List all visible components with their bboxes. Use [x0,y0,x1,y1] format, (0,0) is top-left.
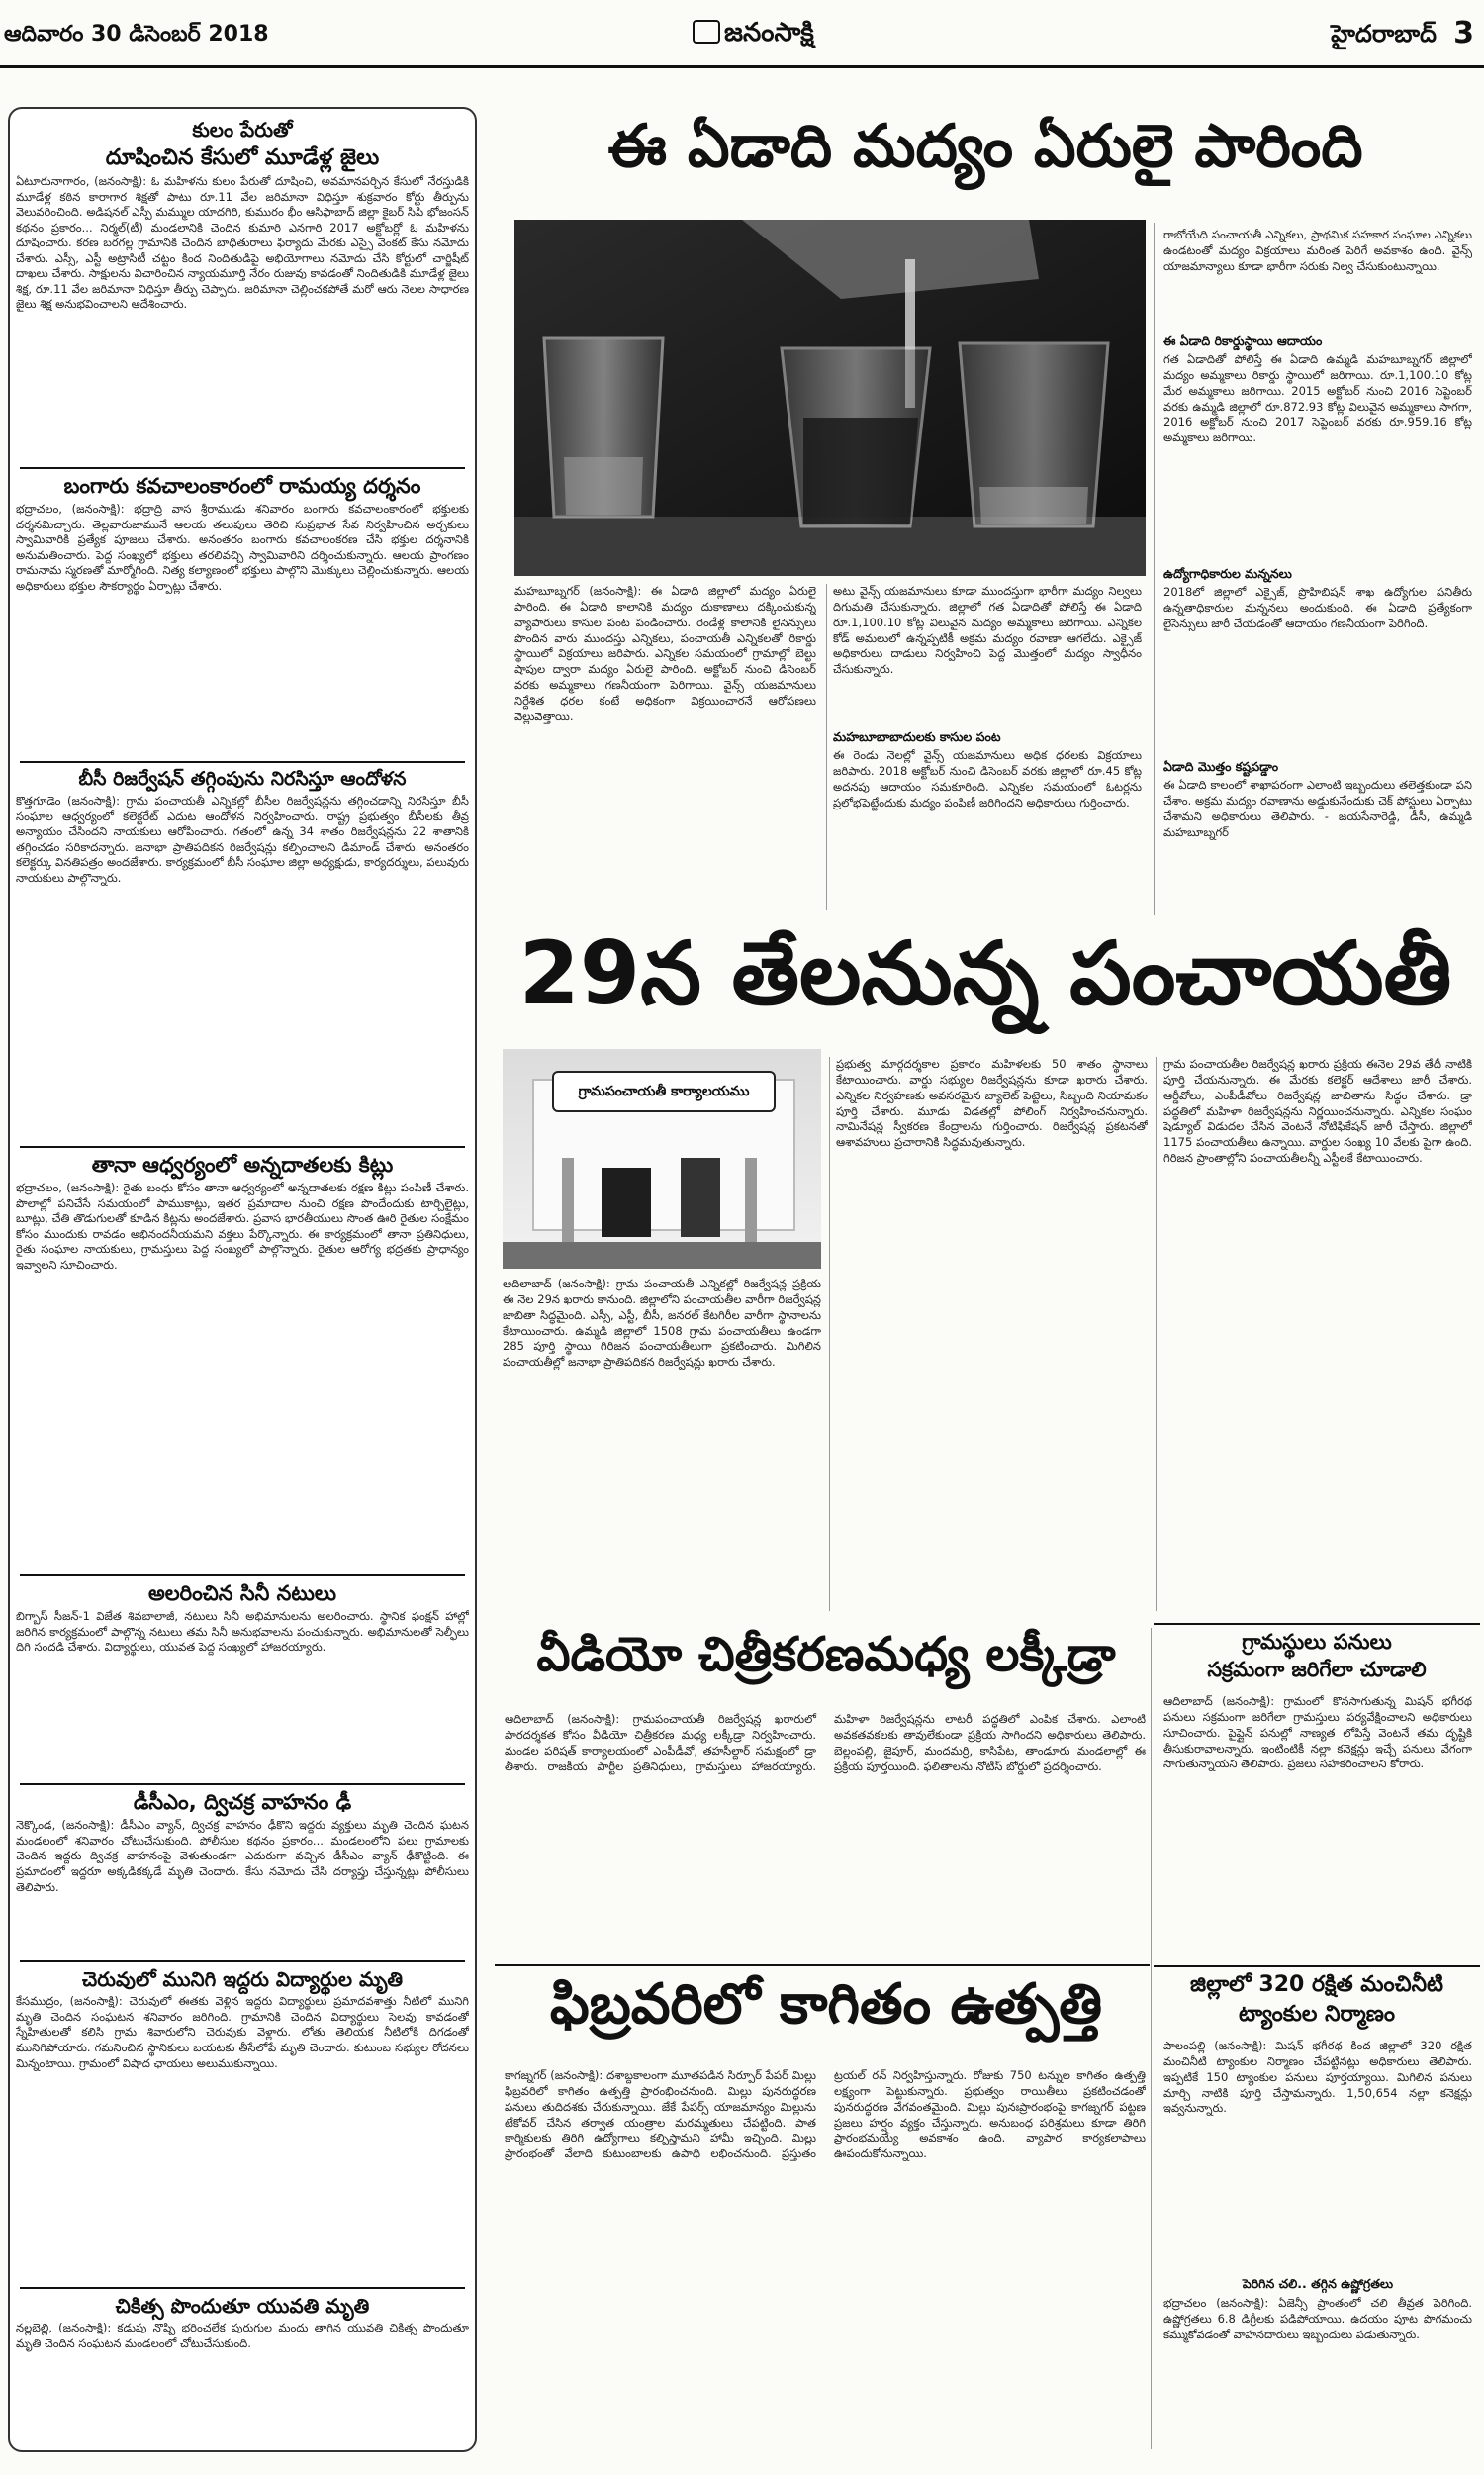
office-sign-board: గ్రామపంచాయతీ కార్యాలయము [552,1071,776,1112]
s2-body: భద్రాచలం, (జనంసాక్షి): భద్రాద్రి వాస శ్రీరాముడు శనివారం బంగారు కవచాలంకారంలో భక్తులకు దర్శనమిచ్చారు. తెల్లవారుజామునే ఆలయ తలుపులు తెరిచి సుప్రభాత సేవ నిర్వహించిన అర్చకులు స్వామివారికి ప్రత్యేక పూజలు చేశారు. అనంతరం బంగారు కవచాలంకరణ చేసి భక్తుల దర్శనానికి అనుమతించారు. పెద్ద సంఖ్యలో భక్తులు తరలివచ్చి స్వామివారిని దర్శించుకున్నారు. ఆలయ ప్రాంగణం రామనామ స్మరణతో మార్మోగింది. నిత్య కల్యాణంలో భక్తులు పాల్గొని మొక్కులు చెల్లించుకున్నారు. ఆలయ అధికారులు భక్తుల సౌకర్యార్థం ఏర్పాట్లు చేశారు. [16,502,469,593]
liquor-subhead-record: ఈ ఏడాది రికార్డుస్థాయి ఆదాయం [1163,333,1323,348]
column-rule [829,1057,830,1611]
tanks-body: పాలంపల్లి (జనంసాక్షి): మిషన్ భగీరథ కింద జిల్లాలో 320 రక్షిత మంచినీటి ట్యాంకుల నిర్మాణం చేపట్టినట్లు అధికారులు తెలిపారు. ఇప్పటికే 150 ట్యాంకుల పనులు పూర్తయ్యాయి. మిగిలిన పనులు మార్చి నాటికి పూర్తి చేస్తామన్నారు. 1,50,654 నల్లా కనెక్షన్లు ఇవ్వనున్నారు. [1163,2039,1472,2116]
divider [20,1783,465,1785]
s4-headline: తానా ఆధ్వర్యంలో అన్నదాతలకు కిట్లు [91,1153,394,1178]
panchayat-headline: 29న తేలనున్న పంచాయతీ [518,922,1452,1024]
s1-headline: దూషించిన కేసులో మూడేళ్ల జైలు [105,145,380,170]
edition-city: హైదరాబాద్ [1331,20,1437,48]
village-body: ఆదిలాబాద్ (జనంసాక్షి): గ్రామంలో కొనసాగుతున్న మిషన్ భగీరథ పనులు సక్రమంగా జరిగేలా గ్రామస్తులు పర్యవేక్షించాలని అధికారులు సూచించారు. పైప్లైన్ పనుల్లో నాణ్యత లోపిస్తే వెంటనే తమ దృష్టికి తీసుకురావాలన్నారు. ఇంటింటికీ నల్లా కనెక్షన్లు ఇచ్చే పనులు వేగంగా సాగుతున్నాయని తెలిపారు. ప్రజలు సహకరించాలని కోరారు. [1163,1694,1472,1771]
lucky-draw-headline: వీడియో చిత్రీకరణమధ్య లక్కీడ్రా [536,1627,1116,1682]
divider [20,467,465,469]
liquor-subhead-profits: మహబూబాబాదులకు కాసుల పంట [833,729,1001,744]
liquor-headline: ఈ ఏడాది మద్యం ఏరులై పారింది [607,112,1363,181]
logo-text: జనంసాక్షి [724,18,814,48]
cold-wave-body: భద్రాచలం (జనంసాక్షి): ఏజెన్సీ ప్రాంతంలో చలి తీవ్రత పెరిగింది. ఉష్ణోగ్రతలు 6.8 డిగ్రీలకు పడిపోయాయి. ఉదయం పూట పొగమంచు కమ్ముకోవడంతో వాహనదారులు ఇబ్బందులు పడుతున్నారు. [1163,2296,1472,2341]
page-number: 3 [1453,16,1474,50]
liquor-body-col2: అటు వైన్స్ యజమానులు కూడా ముందస్తుగా భారీగా మద్యం నిల్వలు దిగుమతి చేసుకున్నారు. జిల్లాలో గత ఏడాదితో పోలిస్తే ఈ ఏడాది రూ.1,100.10 కోట్ల విలువైన మద్యం అమ్మకాలు జరిగాయి. ఎన్నికల కోడ్ అమలులో ఉన్నప్పటికీ అక్రమ మద్యం రవాణా ఆగలేదు. ఎక్సైజ్ అధికారులు దాడులు నిర్వహించి పెద్ద మొత్తంలో మద్యం స్వాధీనం చేసుకున్నారు. [833,584,1142,677]
s8-body: నల్లబెల్లి, (జనంసాక్షి): కడుపు నొప్పి భరించలేక పురుగుల మందు తాగిన యువతి చికిత్స పొందుతూ మృతి చెందిన సంఘటన మండలంలో చోటుచేసుకుంది. [16,2321,469,2350]
page-header [0,0,1484,85]
divider [20,761,465,763]
divider [20,1960,465,1962]
divider [495,1964,1150,1966]
village-headline-line2: సక్రమంగా జరిగేలా చూడాలి [1207,1658,1427,1681]
divider [1154,1623,1480,1625]
liquor-subhead-officials: ఉద్యోగాధికారుల మన్ననలు [1163,566,1292,581]
header-rule [0,65,1484,68]
panchayat-office-photo [503,1049,821,1269]
left-news-column [8,107,477,2452]
s2-headline: బంగారు కవచాలంకారంలో రామయ్య దర్శనం [63,474,421,499]
liquor-subhead-effort: ఏడాది మొత్తం కష్టపడ్డాం [1163,759,1279,774]
divider [20,2287,465,2289]
s5-headline: అలరించిన సినీ నటులు [147,1581,337,1606]
cold-wave-subhead: పెరిగిన చలి.. తగ్గిన ఉష్ణోగ్రతలు [1242,2276,1394,2291]
column-rule [1154,223,1155,915]
liquor-body-col2b: ఈ రెండు నెలల్లో వైన్స్ యజమానులు అధిక ధరలకు విక్రయాలు జరిపారు. 2018 అక్టోబర్ నుంచి డిసెంబర్ వరకు జిల్లాలో రూ.45 కోట్ల అదనపు ఆదాయం సమకూరింది. ఎన్నికల సమయంలో ఓటర్లను ప్రలోభపెట్టేందుకు మద్యం పంపిణీ జరిగిందని అధికారులు గుర్తించారు. [833,748,1142,809]
paper-body: కాగజ్నగర్ (జనంసాక్షి): దశాబ్దకాలంగా మూతపడిన సిర్పూర్ పేపర్ మిల్లు ఫిబ్రవరిలో కాగితం ఉత్పత్తి ప్రారంభించనుంది. మిల్లు పునరుద్ధరణ పనులు తుదిదశకు చేరుకున్నాయి. జేకే పేపర్స్ యాజమాన్యం మిల్లును టేకోవర్ చేసిన తర్వాత యంత్రాల మరమ్మతులు చేపట్టింది. పాత కార్మికులకు తిరిగి ఉద్యోగాలు కల్పిస్తామని హామీ ఇచ్చింది. మిల్లు ప్రారంభంతో వేలాది కుటుంబాలకు ఉపాధి లభించనుంది. ప్రస్తుతం ట్రయల్ రన్ నిర్వహిస్తున్నారు. రోజుకు 750 టన్నుల కాగితం ఉత్పత్తి లక్ష్యంగా పెట్టుకున్నారు. ప్రభుత్వం రాయితీలు ప్రకటించడంతో పునరుద్ధరణ వేగవంతమైంది. మిల్లు పునఃప్రారంభంపై కాగజ్నగర్ పట్టణ ప్రజలు హర్షం వ్యక్తం చేస్తున్నారు. అనుబంధ పరిశ్రమలు కూడా తిరిగి ప్రారంభమయ్యే అవకాశం ఉంది. వ్యాపార కార్యకలాపాలు ఊపందుకోనున్నాయి. [505,2068,1146,2161]
logo-mark-icon [693,20,720,44]
column-rule [1151,1628,1152,2449]
panchayat-body-col3: గ్రామ పంచాయతీల రిజర్వేషన్ల ఖరారు ప్రక్రియ ఈనెల 29వ తేదీ నాటికి పూర్తి చేయనున్నారు. ఈ మేరకు కలెక్టర్ ఆదేశాలు జారీ చేశారు. ఆర్డీవోలు, ఎంపీడీవోలు రిజర్వేషన్ల జాబితాను సిద్ధం చేశారు. డ్రా పద్ధతిలో మహిళా రిజర్వేషన్లను నిర్ణయించనున్నారు. ఎన్నికల సంఘం షెడ్యూల్ విడుదల చేసిన వెంటనే నోటిఫికేషన్ జారీ చేస్తారు. జిల్లాలో 1175 పంచాయతీలు ఉన్నాయి. వార్డుల సంఖ్య 10 వేలకు పైగా ఉంది. గిరిజన ప్రాంతాల్లోని పంచాయతీలన్నీ ఎస్టీలకే కేటాయించారు. [1163,1057,1472,1166]
s3-headline: బీసీ రిజర్వేషన్ తగ్గింపును నిరసిస్తూ ఆందోళన [78,768,407,791]
panchayat-body-col2: ప్రభుత్వ మార్గదర్శకాల ప్రకారం మహిళలకు 50 శాతం స్థానాలు కేటాయించారు. వార్డు సభ్యుల రిజర్వేషన్లను కూడా ఖరారు చేశారు. ఎన్నికల నిర్వహణకు అవసరమైన బ్యాలెట్ పెట్టెలు, సిబ్బంది నియామకం పూర్తి చేశారు. మూడు విడతల్లో పోలింగ్ నిర్వహించనున్నారు. నామినేషన్ల స్వీకరణ కేంద్రాలను గుర్తించారు. రిజర్వేషన్ల ప్రకటనతో ఆశావహులు ప్రచారానికి సిద్ధమవుతున్నారు. [836,1057,1148,1150]
liquor-body-col3b: గత ఏడాదితో పోలిస్తే ఈ ఏడాది ఉమ్మడి మహబూబ్నగర్ జిల్లాలో మద్యం అమ్మకాలు రికార్డు స్థాయిలో జరిగాయి. రూ.1,100.10 కోట్ల మేర అమ్మకాలు జరిగాయి. 2015 అక్టోబర్ నుంచి 2016 సెప్టెంబర్ వరకు ఉమ్మడి జిల్లాలో రూ.872.93 కోట్ల విలువైన అమ్మకాలు సాగగా, 2016 అక్టోబర్ నుంచి 2017 సెప్టెంబర్ వరకు రూ.959.16 కోట్ల అమ్మకాలు జరిగాయి. [1163,352,1472,445]
liquor-body-col1: మహబూబ్నగర్ (జనంసాక్షి): ఈ ఏడాది జిల్లాలో మద్యం ఏరులై పారింది. ఈ ఏడాది కాలానికి మద్యం దుకాణాలు దక్కించుకున్న వ్యాపారులు కాసుల పంట పండించారు. రెండేళ్ల కాలానికి లైసెన్సులు పొందిన వారు ముందస్తు ఎన్నికలు, పంచాయతీ ఎన్నికలతో రికార్డు స్థాయిలో విక్రయాలు జరిపారు. ఎన్నికల సమయంలో గ్రామాల్లో బెల్టు షాపుల ద్వారా మద్యం ఏరులై పారింది. అక్టోబర్ నుంచి డిసెంబర్ వరకు అమ్మకాలు గణనీయంగా పెరిగాయి. వైన్స్ యజమానులు నిర్దేశిత ధరల కంటే అధికంగా విక్రయించారనే ఆరోపణలు వెల్లువెత్తాయి. [514,584,816,723]
s7-body: కేసముద్రం, (జనంసాక్షి): చెరువులో ఈతకు వెళ్లిన ఇద్దరు విద్యార్థులు ప్రమాదవశాత్తు నీటిలో మునిగి మృతి చెందిన సంఘటన శనివారం జరిగింది. గ్రామానికి చెందిన విద్యార్థులు సెలవు కావడంతో స్నేహితులతో కలిసి గ్రామ శివారులోని చెరువుకు వెళ్లారు. లోతు తెలియక నీటిలోకి దిగడంతో మునిగిపోయారు. గమనించిన స్థానికులు బయటకు తీసేలోపే మృతి చెందారు. కుటుంబ సభ్యుల రోదనలు మిన్నంటాయి. గ్రామంలో విషాద ఛాయలు అలుముకున్నాయి. [16,1994,469,2070]
s1-kicker: కులం పేరుతో [192,118,293,142]
village-headline-line1: గ్రామస్థులు పనులు [1242,1630,1392,1654]
s6-headline: డీసీఎం, ద్విచక్ర వాహనం ఢీ [133,1790,352,1815]
issue-date: ఆదివారం 30 డిసెంబర్ 2018 [4,22,269,47]
liquor-body-col3c: 2018లో జిల్లాలో ఎక్సైజ్, ప్రొహిబిషన్ శాఖ ఉద్యోగుల పనితీరు ఉన్నతాధికారుల మన్ననలు అందుకుంది. ఈ ఏడాది ప్రత్యేకంగా లైసెన్సులు జారీ చేయడంతో ఆదాయం గణనీయంగా పెరిగింది. [1163,585,1472,630]
office-door [602,1168,651,1237]
office-door [681,1158,720,1237]
lucky-draw-body: ఆదిలాబాద్ (జనంసాక్షి): గ్రామపంచాయతీ రిజర్వేషన్ల ఖరారులో పారదర్శకత కోసం వీడియో చిత్రీకరణ మధ్య లక్కీడ్రా నిర్వహించారు. మండల పరిషత్ కార్యాలయంలో ఎంపీడీవో, తహసీల్దార్ సమక్షంలో డ్రా తీశారు. రాజకీయ పార్టీల ప్రతినిధులు, గ్రామస్తులు హాజరయ్యారు. మహిళా రిజర్వేషన్లను లాటరీ పద్ధతిలో ఎంపిక చేశారు. ఎలాంటి అవకతవకలకు తావులేకుండా ప్రక్రియ సాగిందని అధికారులు తెలిపారు. బెల్లంపల్లి, జైపూర్, మందమర్రి, కాసిపేట, తాండూరు మండలాల్లో ఈ ప్రక్రియ పూర్తయింది. ఫలితాలను నోటీస్ బోర్డులో ప్రదర్శించారు. [505,1712,1146,1773]
s6-body: నెక్కొండ, (జనంసాక్షి): డీసీఎం వ్యాన్, ద్విచక్ర వాహనం ఢీకొని ఇద్దరు వ్యక్తులు మృతి చెందిన ఘటన మండలంలో శనివారం చోటుచేసుకుంది. పోలీసుల కథనం ప్రకారం... మండలంలోని పలు గ్రామాలకు చెందిన ఇద్దరు ద్విచక్ర వాహనంపై వెళుతుండగా ఎదురుగా వచ్చిన డీసీఎం వ్యాన్ ఢీకొట్టింది. ఈ ప్రమాదంలో ఇద్దరూ అక్కడికక్కడే మృతి చెందారు. కేసు నమోదు చేసి దర్యాప్తు చేస్తున్నట్లు పోలీసులు తెలిపారు. [16,1818,469,1894]
divider [20,1574,465,1576]
liquor-photo [514,220,1146,576]
s1-body: ఏటూరునాగారం, (జనంసాక్షి): ఓ మహిళను కులం పేరుతో దూషించి, అవమానపర్చిన కేసులో నేరస్తుడికి మూడేళ్ల కఠిన కారాగార శిక్షతో పాటు రూ.11 వేల జరిమానా విధిస్తూ శుక్రవారం కోర్టు తీర్పును వెలువరించింది. అడిషనల్ ఎస్పీ మమ్ముల యాదగిరి, కుమురం భీం ఆసిఫాబాద్ జిల్లా కైబర్ సిపి భోజంసన్ కథనం ప్రకారం... నిర్మల్(టీ) మండలానికి చెందిన కుమారి ఎనగారి 2017 అక్టోబర్లో ఓ మహిళను దూషించారు. కరణ బరగల్ల గ్రామానికి చెందిన బాధితురాలు ఫిర్యాదు మేరకు ఎస్సై వెంకట్ కేసు నమోదు చేశారు. ఎస్సీ, ఎస్టీ అట్రాసిటీ చట్టం కింద నిందితుడిపై అభియోగాలు నమోదు చేసి కోర్టులో చార్జిషీట్ దాఖలు చేశారు. సాక్షులను విచారించిన న్యాయమూర్తి నేరం రుజువు కావడంతో నిందితుడికి మూడేళ్ల జైలు శిక్ష, రూ.11 వేల జరిమానా విధిస్తూ తీర్పు చెప్పారు. జరిమానా చెల్లించకపోతే మరో ఆరు నెలల సాధారణ జైలు శిక్ష అనుభవించాలని ఆదేశించారు. [16,174,469,312]
masthead-logo [693,18,814,53]
panchayat-body-col1: ఆదిలాబాద్ (జనంసాక్షి): గ్రామ పంచాయతీ ఎన్నికల్లో రిజర్వేషన్ల ప్రక్రియ ఈ నెల 29న ఖరారు కానుంది. జిల్లాలోని పంచాయతీల వారీగా రిజర్వేషన్ల జాబితా సిద్ధమైంది. ఎస్సీ, ఎస్టీ, బీసీ, జనరల్ కేటగిరీల వారీగా స్థానాలను కేటాయించారు. ఉమ్మడి జిల్లాలో 1508 గ్రామ పంచాయతీలు ఉండగా 285 పూర్తి స్థాయి గిరిజన పంచాయతీలుగా ప్రకటించారు. మిగిలిన పంచాయతీల్లో జనాభా ప్రాతిపదికన రిజర్వేషన్లు ఖరారు చేశారు. [503,1277,821,1370]
liquor-body-col3: రాబోయేది పంచాయతీ ఎన్నికలు, ప్రాథమిక సహకార సంఘాల ఎన్నికలు ఉండటంతో మద్యం విక్రయాలు మరింత పెరిగే అవకాశం ఉంది. వైన్స్ యాజమాన్యాలు కూడా భారీగా సరుకు నిల్వ చేసుకుంటున్నాయి. [1163,228,1472,273]
column-rule [1156,1057,1157,1611]
s3-body: కొత్తగూడెం (జనంసాక్షి): గ్రామ పంచాయతీ ఎన్నికల్లో బీసీల రిజర్వేషన్లను తగ్గించడాన్ని నిరసిస్తూ బీసీ సంఘాల ఆధ్వర్యంలో కలెక్టరేట్ ఎదుట ఆందోళన నిర్వహించారు. రాష్ట్ర ప్రభుత్వం బీసీలకు తీవ్ర అన్యాయం చేసిందని నాయకులు ఆరోపించారు. గతంలో ఉన్న 34 శాతం రిజర్వేషన్లను 22 శాతానికి తగ్గించడం సరికాదన్నారు. జనాభా ప్రాతిపదికన రిజర్వేషన్లు కల్పించాలని డిమాండ్ చేశారు. అనంతరం కలెక్టర్కు వినతిపత్రం అందజేశారు. కార్యక్రమంలో బీసీ సంఘాల జిల్లా అధ్యక్షుడు, కార్యదర్శులు, పలువురు నాయకులు పాల్గొన్నారు. [16,794,469,885]
divider [20,1146,465,1148]
s8-headline: చికిత్స పొందుతూ యువతి మృతి [115,2294,370,2319]
paper-headline: ఫిబ్రవరిలో కాగితం ఉత్పత్తి [549,1972,1103,2037]
s4-body: భద్రాచలం, (జనంసాక్షి): రైతు బంధు కోసం తానా ఆధ్వర్యంలో అన్నదాతలకు రక్షణ కిట్లు పంపిణీ చేశారు. పొలాల్లో పనిచేసే సమయంలో పాముకాట్లు, ఇతర ప్రమాదాల నుంచి రక్షణ పొందేందుకు టార్చిలైట్లు, బూట్లు, చేతి తొడుగులతో కూడిన కిట్లను అందజేశారు. ప్రవాస భారతీయులు సొంత ఊరి రైతుల సంక్షేమం కోసం ముందుకు రావడం అభినందనీయమని వక్తలు పేర్కొన్నారు. ఈ కార్యక్రమంలో తానా ప్రతినిధులు, రైతు సంఘాల నాయకులు, గ్రామస్తులు పెద్ద సంఖ్యలో పాల్గొన్నారు. రైతుల ఆరోగ్య భద్రతకు ప్రాధాన్యం ఇవ్వాలని సూచించారు. [16,1181,469,1272]
s7-headline: చెరువులో మునిగి ఇద్దరు విద్యార్థుల మృతి [82,1967,403,1992]
column-rule [826,584,827,910]
liquor-body-col3d: ఈ ఏడాది కాలంలో శాఖాపరంగా ఎలాంటి ఇబ్బందులు తలెత్తకుండా పని చేశాం. అక్రమ మద్యం రవాణాను అడ్డుకునేందుకు చెక్ పోస్టులు ఏర్పాటు చేశామని అధికారులు తెలిపారు. - జయసేనారెడ్డి, డీసీ, ఉమ్మడి మహబూబ్నగర్ [1163,778,1472,839]
tanks-headline-line2: ట్యాంకుల నిర్మాణం [1238,2002,1396,2027]
glasses-bottle-illustration [514,220,1146,576]
ground [503,1242,821,1269]
tanks-headline-line1: జిల్లాలో 320 రక్షిత మంచినీటి [1189,1972,1443,1997]
s5-body: బిగ్బాస్ సీజన్-1 విజేత శివబాలాజీ, నటులు సినీ అభిమానులను అలరించారు. స్థానిక ఫంక్షన్ హాల్లో జరిగిన కార్యక్రమంలో పాల్గొన్న నటులు తమ సినీ అనుభవాలను పంచుకున్నారు. అభిమానులతో సెల్ఫీలు దిగి సందడి చేశారు. విద్యార్థులు, యువత పెద్ద సంఖ్యలో హాజరయ్యారు. [16,1609,469,1655]
divider [1154,1965,1480,1967]
